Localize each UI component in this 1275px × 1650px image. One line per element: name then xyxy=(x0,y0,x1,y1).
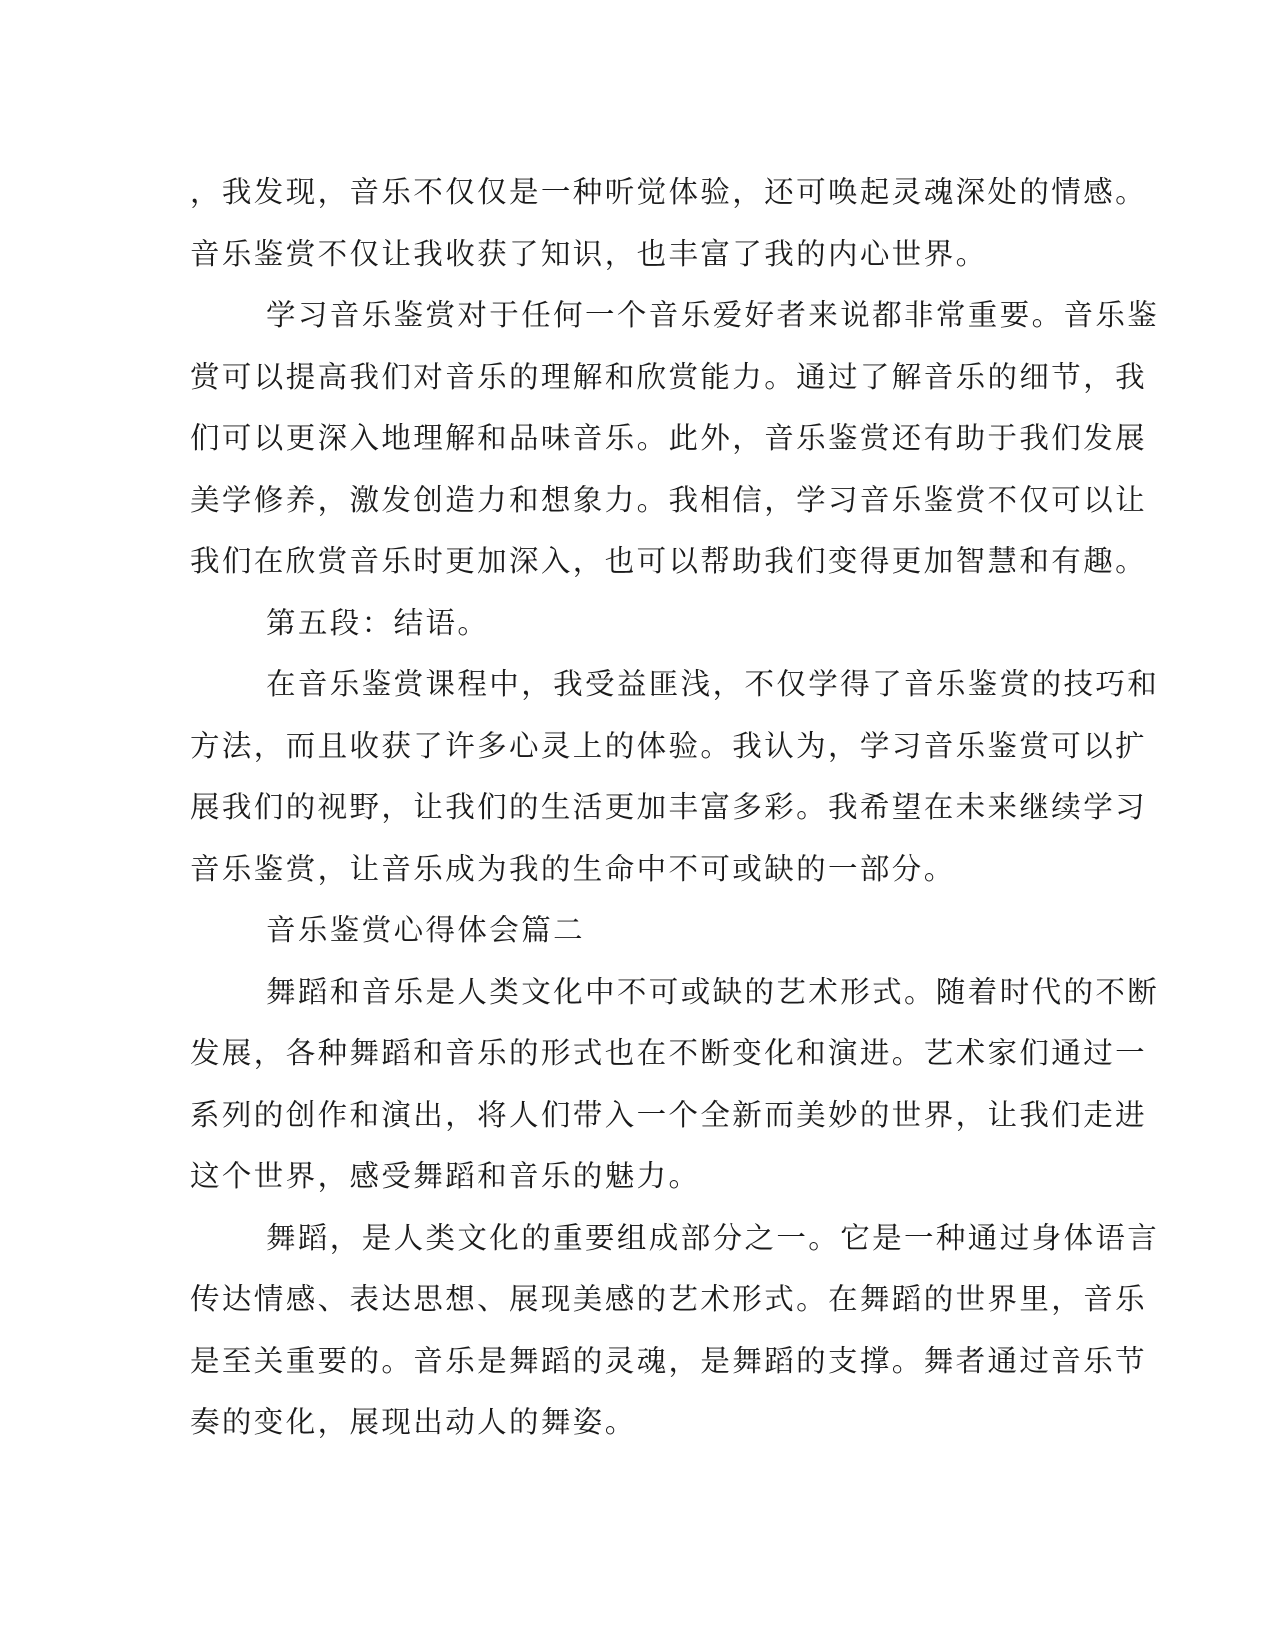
text-line: 传达情感、表达思想、展现美感的艺术形式。在舞蹈的世界里，音乐 xyxy=(190,1282,1148,1316)
text-line: 在音乐鉴赏课程中，我受益匪浅，不仅学得了音乐鉴赏的技巧和 xyxy=(266,667,1160,701)
text-line: 发展，各种舞蹈和音乐的形式也在不断变化和演进。艺术家们通过一 xyxy=(190,1036,1148,1070)
text-line: 系列的创作和演出，将人们带入一个全新而美妙的世界，让我们走进 xyxy=(190,1097,1148,1132)
text-line: 赏可以提高我们对音乐的理解和欣赏能力。通过了解音乐的细节，我 xyxy=(190,359,1148,394)
text-line: ，我发现，音乐不仅仅是一种听觉体验，还可唤起灵魂深处的情感。 xyxy=(190,175,1148,209)
text-line: 音乐鉴赏，让音乐成为我的生命中不可或缺的一部分。 xyxy=(190,851,956,886)
text-line: 美学修养，激发创造力和想象力。我相信，学习音乐鉴赏不仅可以让 xyxy=(190,482,1148,517)
text-line: 奏的变化，展现出动人的舞姿。 xyxy=(190,1405,637,1439)
text-line: 这个世界，感受舞蹈和音乐的魅力。 xyxy=(190,1159,701,1193)
text-line: 展我们的视野，让我们的生活更加丰富多彩。我希望在未来继续学习 xyxy=(190,790,1148,824)
text-line: 舞蹈和音乐是人类文化中不可或缺的艺术形式。随着时代的不断 xyxy=(266,974,1160,1009)
text-line: 音乐鉴赏不仅让我收获了知识，也丰富了我的内心世界。 xyxy=(190,236,988,271)
text-line: 舞蹈，是人类文化的重要组成部分之一。它是一种通过身体语言 xyxy=(266,1220,1160,1255)
text-line: 是至关重要的。音乐是舞蹈的灵魂，是舞蹈的支撑。舞者通过音乐节 xyxy=(190,1343,1148,1378)
document-body xyxy=(190,162,1160,1454)
text-line: 方法，而且收获了许多心灵上的体验。我认为，学习音乐鉴赏可以扩 xyxy=(190,728,1148,763)
text-line: 们可以更深入地理解和品味音乐。此外，音乐鉴赏还有助于我们发展 xyxy=(190,421,1148,455)
text-line: 学习音乐鉴赏对于任何一个音乐爱好者来说都非常重要。音乐鉴 xyxy=(266,298,1160,332)
article-title: 音乐鉴赏心得体会篇二 xyxy=(266,913,586,947)
text-line: 我们在欣赏音乐时更加深入，也可以帮助我们变得更加智慧和有趣。 xyxy=(190,544,1148,578)
section-heading: 第五段：结语。 xyxy=(266,605,490,640)
